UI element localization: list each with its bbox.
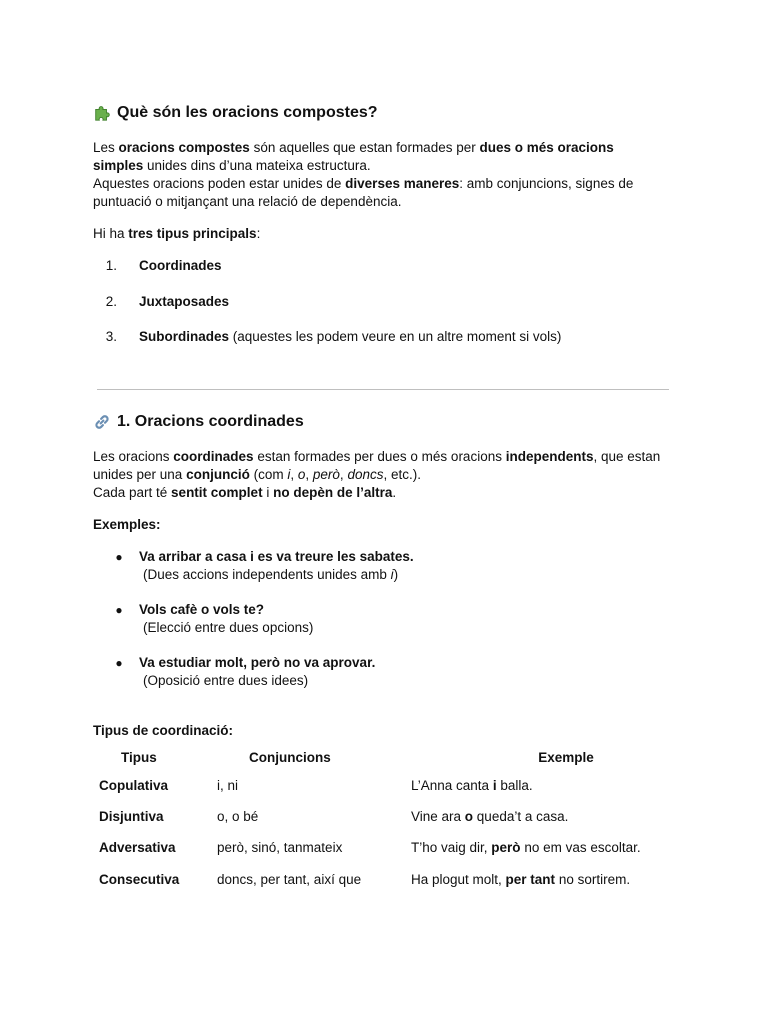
cell-type: Adversativa [99, 840, 176, 855]
link-icon [93, 413, 111, 431]
list-item: 2. Juxtaposades [105, 294, 230, 309]
table-label: Tipus de coordinació: [93, 723, 234, 738]
list-item: ● Va arribar a casa i es va treure les sabates. (Dues accions independents unides amb i) [115, 548, 414, 601]
puzzle-piece-icon [93, 104, 111, 122]
column-header: Exemple [538, 750, 594, 765]
cell-example: L’Anna canta i balla. [411, 778, 533, 793]
coordinate-property: Cada part té sentit complet i no depèn de l’altra. [93, 485, 397, 500]
joining-methods-paragraph: Aquestes oracions poden estar unides de diverses maneres: amb conjuncions, signes de puntuació o mitjançant una relació de dependència. [93, 176, 634, 209]
table-header-row [93, 749, 721, 777]
cell-conjunctions: doncs, per tant, així que [217, 872, 362, 887]
coordinate-definition: Les oracions coordinades estan formades per dues o més oracions independents, que estan unides per una conjunció (com i, o, però, doncs, etc.). [93, 449, 661, 482]
table-row [93, 871, 721, 911]
types-intro: Hi ha tres tipus principals: [93, 226, 261, 241]
cell-example: T’ho vaig dir, però no em vas escoltar. [411, 840, 641, 855]
cell-conjunctions: i, ni [217, 778, 239, 793]
table-row [93, 839, 721, 871]
types-list [93, 257, 561, 346]
examples-label: Exemples: [93, 517, 161, 532]
coordination-table [93, 749, 721, 911]
list-item: 3. Subordinades (aquestes les podem veure en un altre moment si vols) [105, 329, 562, 344]
intro-paragraph: Les oracions compostes són aquelles que estan formades per dues o més oracions simples unides dins d’una mateixa estructura. [93, 140, 614, 173]
table-row [93, 777, 721, 808]
cell-example: Vine ara o queda’t a casa. [411, 809, 569, 824]
table-row [93, 808, 721, 839]
cell-type: Consecutiva [99, 872, 180, 887]
list-item: ● Va estudiar molt, però no va aprovar. (Oposició entre dues idees) [115, 655, 376, 688]
list-item: 1. Coordinades [105, 258, 222, 273]
cell-conjunctions: o, o bé [217, 809, 259, 824]
list-item: ● Vols cafè o vols te? (Elecció entre dues opcions) [115, 601, 414, 654]
cell-example: Ha plogut molt, per tant no sortirem. [411, 872, 631, 887]
cell-type: Disjuntiva [99, 809, 164, 824]
section-divider [97, 389, 669, 390]
bullet-icon: ● [115, 603, 123, 617]
column-header: Tipus [121, 750, 157, 765]
examples-list [115, 548, 414, 690]
cell-type: Copulativa [99, 778, 169, 793]
bullet-icon: ● [115, 550, 123, 564]
bullet-icon: ● [115, 656, 123, 670]
cell-conjunctions: però, sinó, tanmateix [217, 840, 343, 855]
section-heading-coordinate-sentences [93, 412, 304, 432]
column-header: Conjuncions [249, 750, 331, 765]
section-title: 1. Oracions coordinades [117, 413, 304, 430]
section-title: Què són les oracions compostes? [117, 104, 378, 121]
section-heading-compound-sentences [93, 103, 378, 123]
